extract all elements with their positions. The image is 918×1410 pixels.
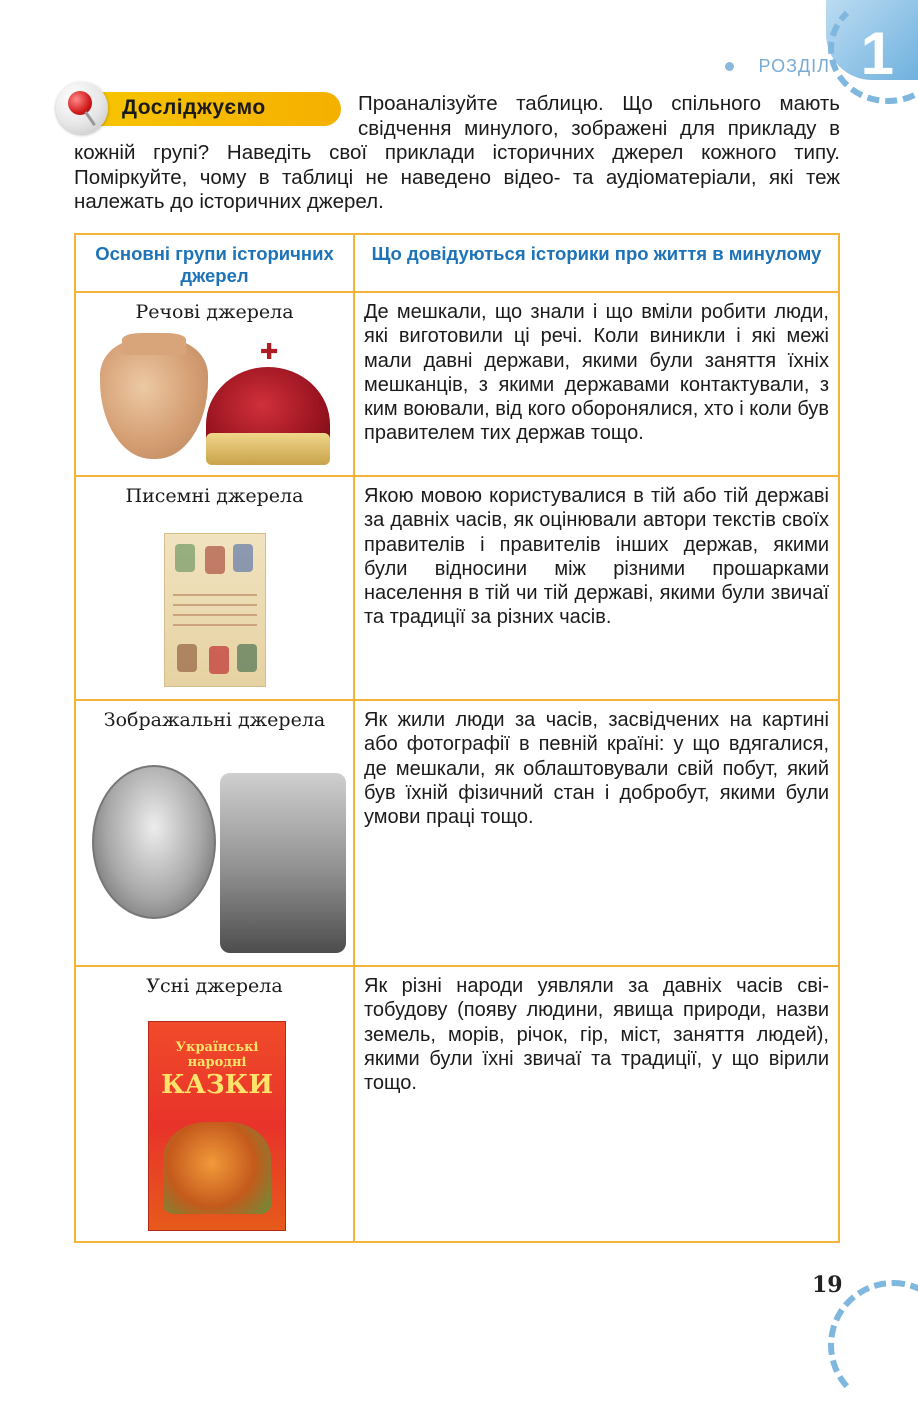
group-label: Речові джерела — [135, 301, 294, 323]
banner-label: Досліджуємо — [122, 96, 266, 119]
vessel-neck — [122, 333, 186, 355]
sources-table — [74, 233, 840, 1243]
book-title-line2: народні — [187, 1055, 247, 1070]
bottom-dashed-arc — [828, 1280, 918, 1410]
ms-figure — [233, 544, 253, 572]
ms-figure — [205, 546, 225, 574]
table-row — [75, 476, 839, 700]
group-cell — [75, 966, 354, 1242]
table-row — [75, 700, 839, 966]
ms-figure — [175, 544, 195, 572]
table-row — [75, 292, 839, 476]
group-cell — [75, 476, 354, 700]
clay-vessel-image — [100, 339, 208, 459]
banner-spacer — [74, 92, 358, 138]
ms-figure — [209, 646, 229, 674]
table-header-row — [75, 234, 839, 292]
description-cell: Як жили люди за часів, засвідчених на картині або фотографії в певній країні: у що вдягалися, де мешкали, як облаштовували свій побут, який був їхній фізичний стан і добробут, якими були умови праці тощо. — [354, 700, 839, 966]
col2-header: Що довідуються історики про життя в минулому — [354, 234, 839, 292]
table-row — [75, 966, 839, 1242]
description-cell: Де мешкали, що знали і що вміли робити люди, які виготовили ці речі. Коли виникли і які межі мали давні держави, якими були заняття їхніх мешканців, з якими державами контактували, з ким воювали, від кого оборонялися, хто і коли був правителем тих держав тощо. — [354, 292, 839, 476]
hetman-portrait-image — [92, 765, 216, 919]
group-cell — [75, 700, 354, 966]
group-label: Зображальні джерела — [103, 709, 326, 731]
chapter-number: 1 — [860, 20, 894, 87]
col1-header: Основні групи історичних джерел — [75, 234, 354, 292]
ms-line — [173, 594, 257, 596]
group-label: Усні джерела — [146, 975, 283, 997]
group-label: Писемні джерела — [125, 485, 304, 507]
family-photo-image — [220, 773, 346, 953]
intro-paragraph — [74, 92, 840, 215]
intro-text: Проаналізуйте таблицю. Що спільного мають свідчення минулого, зображені для прикладу в кожній групі? Наведіть свої приклади історичних джерел кожного типу. Поміркуйте, чому в таблиці не наведено відео- та аудіоматеріали, які теж належать до історичних джерел. — [74, 92, 840, 214]
ms-line — [173, 614, 257, 616]
cross-icon: ✚ — [260, 339, 279, 364]
ms-line — [173, 604, 257, 606]
manuscript-image — [164, 533, 266, 687]
book-title-line3: КАЗКИ — [161, 1070, 273, 1100]
page-number: 19 — [812, 1272, 843, 1298]
book-title-line1: Українські — [175, 1040, 259, 1055]
section-label: РОЗДІЛ — [758, 56, 830, 76]
description-cell: Якою мовою користувалися в тій або тій державі за давніх часів, як оцінювали автори текстів своїх правителів і правителів інших держав, якими були відносини між різними прошарками населення в тій чи тій державі, якими були звичаї та традиції за різних часів. — [354, 476, 839, 700]
fairy-tales-book-image — [148, 1021, 286, 1231]
crown-band — [206, 433, 330, 465]
description-cell: Як різні народи уявляли за давніх часів світобудову (появу людини, явища природи, назви земель, морів, річок, гір, міст, заняття людей), якими були їхні звичаї та традиції, у що вірили тощо. — [354, 966, 839, 1242]
ms-figure — [177, 644, 197, 672]
ms-figure — [237, 644, 257, 672]
group-cell — [75, 292, 354, 476]
ms-line — [173, 624, 257, 626]
book-title — [149, 1040, 285, 1100]
fox-illustration — [163, 1122, 271, 1214]
section-dot-icon — [725, 62, 734, 71]
